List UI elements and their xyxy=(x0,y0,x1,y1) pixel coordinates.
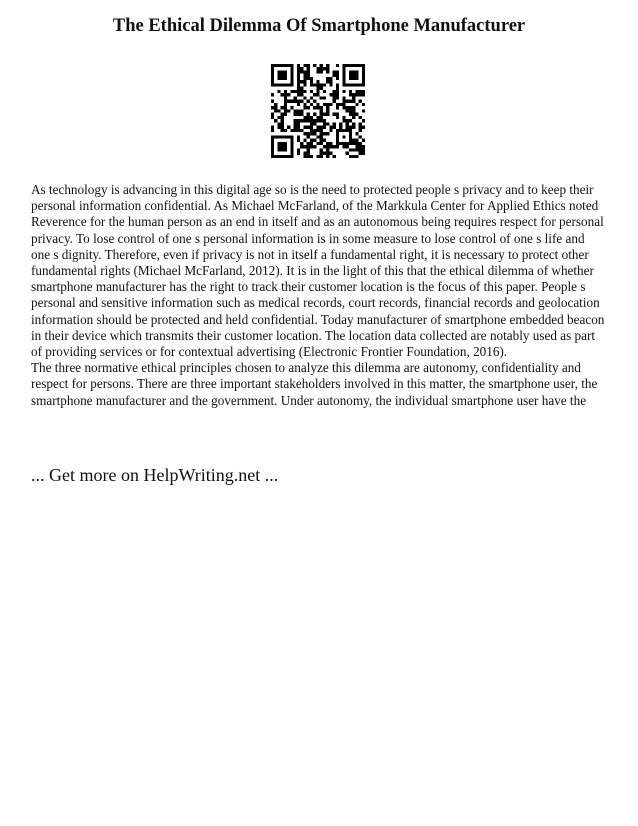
qr-code-graphic xyxy=(271,64,365,158)
article-body xyxy=(31,182,606,409)
get-more-link[interactable]: ... Get more on HelpWriting.net ... xyxy=(31,465,279,485)
qr-code-icon xyxy=(271,64,365,158)
paragraph-1: As technology is advancing in this digital age so is the need to protected people s privacy and to keep their personal information confidential. As Michael McFarland, of the Markkula Center for Applied Ethics noted Reverence for the human person as an end in itself and as an autonomous being requires respect for personal privacy. To lose control of one s personal information is in some measure to lose control of one s life and one s dignity. Therefore, even if privacy is not in itself a fundamental right, it is necessary to protect other fundamental rights (Michael McFarland, 2012). It is in the light of this that the ethical dilemma of whether smartphone manufacturer has the right to track their customer location is the focus of this paper. People s personal and sensitive information such as medical records, court records, financial records and geolocation information should be protected and held confidential. Today manufacturer of smartphone embedded beacon in their device which transmits their customer location. The location data collected are notably used as part of providing services or for contextual advertising (Electronic Frontier Foundation, 2016). xyxy=(31,182,608,360)
document-title: The Ethical Dilemma Of Smartphone Manufacturer xyxy=(112,16,526,36)
paragraph-2: The three normative ethical principles chosen to analyze this dilemma are autonomy, confidentiality and respect for persons. There are three important stakeholders involved in this matter, the smartphone user, the smartphone manufacturer and the government. Under autonomy, the individual smartphone user have the xyxy=(31,360,601,408)
